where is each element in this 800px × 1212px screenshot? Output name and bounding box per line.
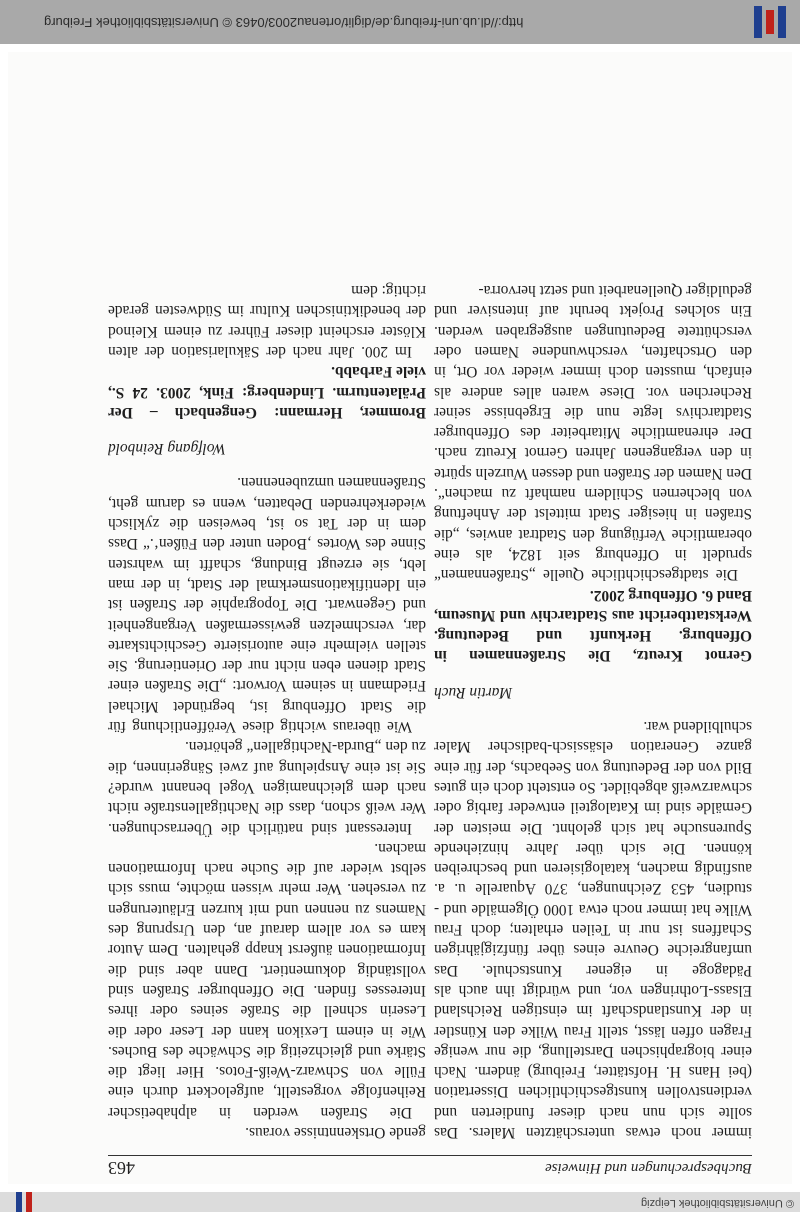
book-page [8, 52, 792, 1184]
review-title: Brommer, Hermann: Gengenbach – Der Prälatenturm. Lindenberg: Fink, 2003. 24 S., viele Farbabb. [108, 363, 426, 421]
paragraph: gende Ortskenntnisse voraus. [245, 1124, 426, 1141]
reviewer-signature: Martin Ruch [434, 683, 513, 701]
logo-mark-red [26, 1192, 32, 1212]
review-title: Gernot Kreutz, Die Straßennamen in Offenburg. Herkunft und Bedeutung. Werkstattbericht aus Stadtarchiv und Museum, Band 6. Offenburg 2002. [434, 586, 752, 665]
running-head [108, 1155, 752, 1176]
paragraph: Die stadtgeschichtliche Quelle „Straßennamen“ sprudelt in Offenburg seit 1824, als eine oberamtliche Verfügung den Stadtrat anwies, „die Straßen in hiesiger Stadt mittelst der Anheftung von blechernen Schildern namhaft zu machen“. Den Namen der Straßen und dessen Wurzeln spürte in den vergangenen Jahren Gernot Kreutz nach. Der ehrenamtliche Mitarbeiter des Offenburger Stadtarchivs legte nun die Ergebnisse seiner Recherchen vor. Diese waren alles andere als einfach, mussten doch immer wieder vor Ort, in den Ortschaften, verschwundene Namen oder verschüttete Bedeutungen ausgegraben werden. Ein solches Projekt beruht auf intensiver und geduldiger Quellenarbeit und setzt hervorra- [434, 282, 752, 584]
top-footer-bar [0, 1192, 800, 1212]
uni-logo-mark-red [766, 10, 774, 34]
uni-logo-mark-2 [754, 6, 762, 38]
running-head-title: Buchbesprechungen und Hinweise [545, 1160, 752, 1176]
paragraph: Im 200. Jahr nach der Säkularisation der alten Klöster erscheint dieser Führer zu einem Kleinod der benediktinischen Kultur im Südwesten gerade richtig: dem [108, 282, 426, 361]
paragraph: immer noch etwas unterschätzten Malers. Das sollte sich nun nach dieser fundierten und verdienstvollen kunstgeschichtlichen Dissertation (bei Hans H. Hofstätter, Freiburg) ändern. Nach einer biographischen Darstellung, die nur wenige Fragen offen lässt, stellt Frau Wilke den Künstler in der Kunstlandschaft im einstigen Reichsland Elsass-Lothringen vor, und würdigt ihn auch als Pädagoge in eigener Kunstschule. Das umfangreiche Oeuvre eines über fünfzigjährigen Schaffens ist nur in Teilen erhalten; doch Frau Wilke hat immer noch etwa 1000 Ölgemälde und -studien, 453 Zeichnungen, 370 Aquarelle u. a. ausfindig machen, katalogisieren und beschreiben können. Die sich über Jahre hinziehende Spurensuche hat sich gelohnt. Die meisten der Gemälde sind im Katalogteil entweder farbig oder schwarzweiß abgebildet. So entsteht doch ein gutes Bild von der Bedeutung von Seebachs, der für eine ganze Generation elsässisch-badischer Maler schulbildend war. [434, 718, 752, 1141]
reviewer-signature: Wolfgang Reinbold [108, 440, 226, 458]
page-number: 463 [108, 1158, 135, 1178]
bottom-footer-bar [0, 0, 800, 44]
top-bar-text: © Universitätsbibliothek Leipzig [640, 1197, 794, 1209]
paragraph: Interessant sind natürlich die Überraschungen. Wer weiß schon, dass die Nachtigallenstraße nicht nach dem gleichnamigen Vogel benannt wurde? Sie ist eine Anspielung auf zwei Sängerinnen, die zu den „Burda-Nachtigallen“ gehörten. [108, 738, 426, 837]
right-column [108, 280, 426, 1142]
uni-logo-mark [778, 6, 786, 38]
bottom-bar-text: http://dl.ub.uni-freiburg.de/diglit/ortenau2003/0463 © Universitätsbibliothek Freiburg [44, 15, 524, 30]
paragraph: Wie überaus wichtig diese Veröffentlichung für die Stadt Offenburg ist, begründet Michael Friedmann in seinem Vorwort: „Die Straßen einer Stadt dienen eben nicht nur der Orientierung. Sie stellen vielmehr eine autorisierte Geschichtskarte dar, verschmelzen gewissermaßen Vergangenheit und Gegenwart. Die Topographie der Straßen ist ein Identifikationsmerkmal der Stadt, in der man lebt, sie erzeugt Bindung, schafft im wahrsten Sinne des Wortes ‚Boden unter den Füßen‘.“ Dass dem in der Tat so ist, beweisen die zyklisch wiederkehrenden Debatten, wenn es darum geht, Straßennamen umzubenennen. [108, 474, 426, 736]
left-column [434, 280, 752, 1142]
logo-mark-blue [16, 1192, 22, 1212]
paragraph: Die Straßen werden in alphabetischer Reihenfolge vorgestellt, aufgelockert durch eine Fülle von Schwarz-Weiß-Fotos. Hier liegt die Stärke und gleichzeitig die Schwäche des Buches. Wie in einem Lexikon kann der Leser oder die Leserin schnell die Straße seines oder ihres Interesses finden. Die Offenburger Straßen sind vollständig dokumentiert. Dann aber sind die Informationen äußerst knapp gehalten. Dem Autor kam es vor allem darauf an, den Ursprung des Namens zu nennen und mit kurzen Erläuterungen zu versehen. Wer mehr wissen möchte, muss sich selbst wieder auf die Suche nach Informationen machen. [108, 839, 426, 1121]
